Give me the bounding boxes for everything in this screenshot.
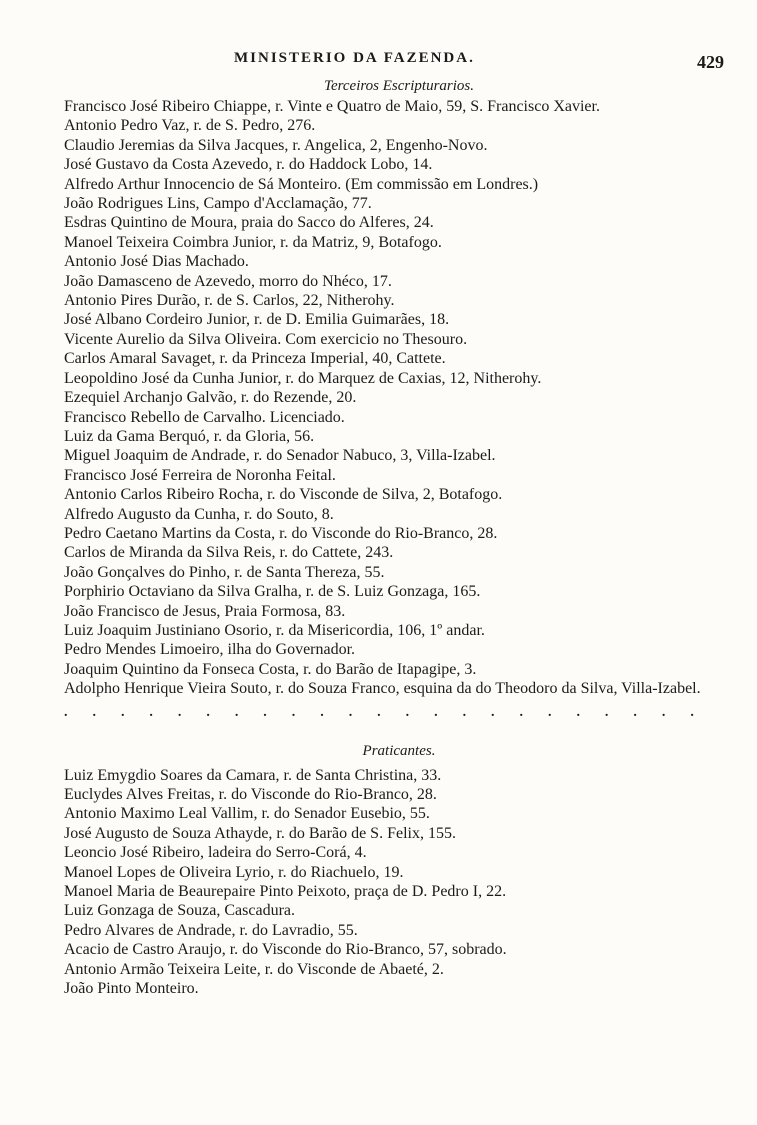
list-item: Esdras Quintino de Moura, praia do Sacco do Alferes, 24.	[64, 214, 434, 232]
section-title: Terceiros Escripturarios.	[323, 78, 474, 94]
divider-dot: .	[462, 704, 467, 720]
list-item: Acacio de Castro Araujo, r. do Visconde do Rio-Branco, 57, sobrado.	[64, 941, 507, 959]
list-item: João Pinto Monteiro.	[64, 980, 199, 998]
list-item: José Albano Cordeiro Junior, r. de D. Emilia Guimarães, 18.	[64, 311, 450, 329]
divider-dot: .	[633, 704, 637, 720]
list-item: Luiz Gonzaga de Souza, Cascadura.	[64, 902, 296, 920]
divider-dot: .	[377, 704, 381, 720]
list-item: Pedro Mendes Limoeiro, ilha do Governador.	[64, 641, 356, 659]
divider-dot: .	[604, 704, 609, 720]
divider-dot: .	[149, 704, 153, 720]
list-item: Adolpho Henrique Vieira Souto, r. do Souza Franco, esquina da do Theodoro da Silva, Villa-Izabel.	[64, 680, 701, 698]
list-item: Francisco José Ribeiro Chiappe, r. Vinte e Quatro de Maio, 59, S. Francisco Xavier.	[64, 98, 600, 115]
divider-dot: .	[576, 704, 580, 720]
list-item: Antonio Armão Teixeira Leite, r. do Visconde de Abaeté, 2.	[64, 960, 444, 978]
list-item: Vicente Aurelio da Silva Oliveira. Com exercicio no Thesouro.	[64, 330, 468, 348]
divider-dot: .	[320, 704, 324, 720]
divider-dot: .	[92, 704, 96, 720]
list-item: Carlos de Miranda da Silva Reis, r. do Cattete, 243.	[64, 544, 394, 562]
list-item: Manoel Teixeira Coimbra Junior, r. da Matriz, 9, Botafogo.	[64, 233, 442, 251]
document-page	[64, 50, 724, 998]
page-number: 429	[697, 52, 724, 72]
page-header	[64, 50, 724, 78]
divider-dot: .	[348, 704, 353, 720]
divider-dot: .	[690, 704, 694, 720]
divider-dot: .	[206, 704, 210, 720]
entry-list	[64, 97, 724, 699]
list-item: Luiz da Gama Berquó, r. da Gloria, 56.	[64, 427, 315, 445]
divider-dot: .	[405, 704, 410, 720]
list-item: Francisco José Ferreira de Noronha Feital.	[64, 466, 336, 484]
list-item: Carlos Amaral Savaget, r. da Princeza Imperial, 40, Cattete.	[64, 350, 446, 368]
divider-dot: .	[234, 704, 239, 720]
list-item: Antonio Pedro Vaz, r. de S. Pedro, 276.	[64, 117, 316, 135]
divider-dot: .	[64, 704, 68, 720]
list-item: João Rodrigues Lins, Campo d'Acclamação, 77.	[64, 195, 372, 213]
divider-dot: .	[177, 704, 182, 720]
list-item: Leoncio José Ribeiro, ladeira do Serro-Corá, 4.	[64, 844, 367, 862]
section-praticantes	[64, 743, 724, 999]
list-item: Francisco Rebello de Carvalho. Licenciado.	[64, 408, 345, 426]
list-item: Antonio José Dias Machado.	[64, 253, 249, 271]
divider-dot: .	[434, 704, 438, 720]
list-item: Joaquim Quintino da Fonseca Costa, r. do Barão de Itapagipe, 3.	[64, 660, 477, 678]
divider-dot: .	[291, 704, 296, 720]
list-item: João Francisco de Jesus, Praia Formosa, 83.	[64, 602, 346, 620]
list-item: Pedro Alvares de Andrade, r. do Lavradio, 55.	[64, 921, 358, 939]
list-item: Pedro Caetano Martins da Costa, r. do Visconde do Rio-Branco, 28.	[64, 524, 498, 542]
list-item: Luiz Joaquim Justiniano Osorio, r. da Misericordia, 106, 1º andar.	[64, 621, 485, 639]
list-item: João Gonçalves do Pinho, r. de Santa Thereza, 55.	[64, 563, 385, 581]
list-item: João Damasceno de Azevedo, morro do Nhéco, 17.	[64, 272, 392, 290]
list-item: José Gustavo da Costa Azevedo, r. do Haddock Lobo, 14.	[64, 156, 433, 174]
list-item: Euclydes Alves Freitas, r. do Visconde do Rio-Branco, 28.	[64, 786, 437, 803]
list-item: Miguel Joaquim de Andrade, r. do Senador Nabuco, 3, Villa-Izabel.	[64, 447, 496, 465]
list-item: Antonio Pires Durão, r. de S. Carlos, 22, Nitherohy.	[64, 292, 395, 310]
entry-list	[64, 766, 724, 999]
divider-dot: .	[491, 704, 495, 720]
list-item: Antonio Maximo Leal Vallim, r. do Senador Eusebio, 55.	[64, 805, 430, 823]
list-item: Manoel Lopes de Oliveira Lyrio, r. do Riachuelo, 19.	[64, 863, 404, 881]
list-item: Manoel Maria de Beaurepaire Pinto Peixoto, praça de D. Pedro I, 22.	[64, 883, 507, 901]
divider-dot: .	[519, 704, 523, 720]
dotted-divider	[64, 705, 724, 721]
divider-dot: .	[547, 704, 552, 720]
divider-dot: .	[661, 704, 666, 720]
list-item: Luiz Emygdio Soares da Camara, r. de Santa Christina, 33.	[64, 766, 442, 784]
list-item: Porphirio Octaviano da Silva Gralha, r. de S. Luiz Gonzaga, 165.	[64, 583, 481, 601]
list-item: Alfredo Arthur Innocencio de Sá Monteiro. (Em commissão em Londres.)	[64, 175, 539, 193]
divider-dot: .	[120, 704, 125, 720]
list-item: Alfredo Augusto da Cunha, r. do Souto, 8.	[64, 505, 334, 523]
section-title: Praticantes.	[362, 742, 436, 759]
section-terceiros-escripturarios	[64, 78, 724, 699]
list-item: José Augusto de Souza Athayde, r. do Barão de S. Felix, 155.	[64, 824, 456, 842]
running-title: MINISTERIO DA FAZENDA.	[234, 50, 475, 66]
list-item: Claudio Jeremias da Silva Jacques, r. Angelica, 2, Engenho-Novo.	[64, 136, 488, 154]
list-item: Antonio Carlos Ribeiro Rocha, r. do Visconde de Silva, 2, Botafogo.	[64, 486, 503, 504]
list-item: Leopoldino José da Cunha Junior, r. do Marquez de Caxias, 12, Nitherohy.	[64, 369, 542, 387]
divider-dot: .	[263, 704, 267, 720]
list-item: Ezequiel Archanjo Galvão, r. do Rezende, 20.	[64, 389, 357, 407]
